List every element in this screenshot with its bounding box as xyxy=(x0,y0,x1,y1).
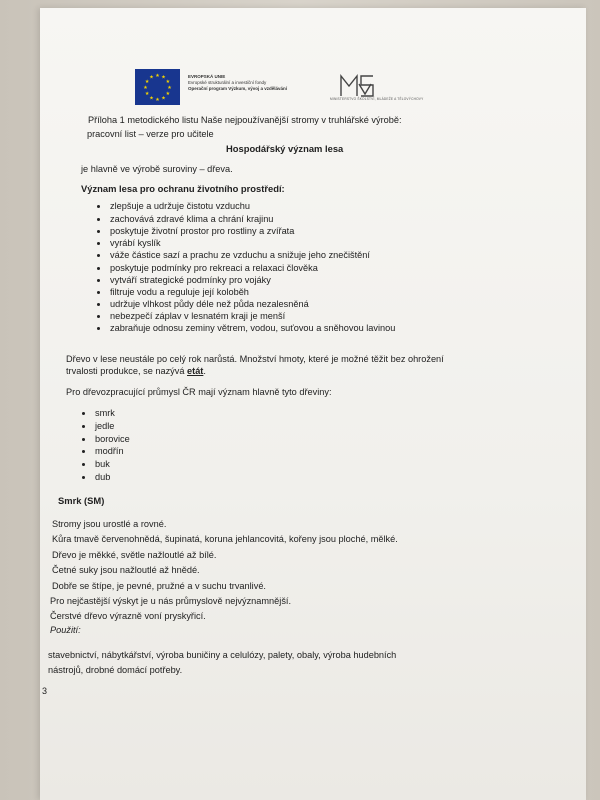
bullet-icon xyxy=(97,254,100,257)
smrk-heading: Smrk (SM) xyxy=(58,495,105,506)
bullet-icon xyxy=(82,425,85,428)
list-item: zabraňuje odnosu zeminy větrem, vodou, suťovou a sněhovou lavinou xyxy=(97,323,395,333)
svg-text:★: ★ xyxy=(149,74,154,81)
list-item: poskytuje podmínky pro rekreaci a relaxaci člověka xyxy=(97,263,318,273)
bullet-icon xyxy=(82,438,85,441)
smrk-line: Dřevo je měkké, světle nažloutlé až bílé. xyxy=(52,550,217,560)
svg-text:★: ★ xyxy=(155,73,160,79)
bullet-icon xyxy=(97,315,100,318)
bullet-icon xyxy=(97,291,100,294)
usage-line-1: stavebnictví, nábytkářství, výroba buničiny a celulózy, palety, obaly, výroba hudebních xyxy=(48,650,397,660)
bullet-icon xyxy=(97,267,100,270)
svg-text:★: ★ xyxy=(155,97,160,103)
etat-term: etát xyxy=(187,366,204,376)
usage-label: Použití: xyxy=(50,625,81,635)
svg-text:★: ★ xyxy=(144,91,150,97)
page-title: Hospodářský význam lesa xyxy=(226,143,344,154)
smrk-line: Četné suky jsou nažloutlé až hnědé. xyxy=(52,565,200,575)
smrk-line: Dobře se štípe, je pevné, pružné a v suchu trvanlivé. xyxy=(52,581,266,591)
intro-text: je hlavně ve výrobě suroviny – dřeva. xyxy=(81,164,233,174)
worksheet-page xyxy=(40,8,586,800)
list-item: zlepšuje a udržuje čistotu vzduchu xyxy=(97,201,250,211)
tree-item: modřín xyxy=(82,446,124,456)
svg-text:★: ★ xyxy=(165,79,171,85)
svg-text:★: ★ xyxy=(144,79,150,85)
bullet-icon xyxy=(82,463,85,466)
industry-intro: Pro dřevozpracující průmysl ČR mají význam hlavně tyto dřeviny: xyxy=(66,387,332,397)
list-item: vytváří strategické podmínky pro vojáky xyxy=(97,275,271,285)
header-line-1: Příloha 1 metodického listu Naše nejpoužívanější stromy v truhlářské výrobě: xyxy=(88,115,402,125)
bullet-icon xyxy=(82,476,85,479)
list-item: zachovává zdravé klima a chrání krajinu xyxy=(97,214,273,224)
list-item: váže částice sazí a prachu ze vzduchu a snižuje jeho znečištění xyxy=(97,250,370,260)
tree-item: dub xyxy=(82,472,110,482)
tree-item: borovice xyxy=(82,434,130,444)
eu-program: Operační program Výzkum, vývoj a vzdělávání xyxy=(188,86,288,91)
eu-flag-icon xyxy=(135,69,180,105)
svg-text:★: ★ xyxy=(161,74,166,81)
usage-line-2: nástrojů, drobné domácí potřeby. xyxy=(48,665,183,675)
bullet-icon xyxy=(97,230,100,233)
eu-fund: Evropské strukturální a investiční fondy xyxy=(188,80,267,85)
bullet-icon xyxy=(97,303,100,306)
page-number: 3 xyxy=(42,686,48,696)
bullet-icon xyxy=(97,327,100,330)
svg-text:★: ★ xyxy=(143,85,148,91)
growth-line-1: Dřevo v lese neustále po celý rok narůstá. Množství hmoty, které je možné těžit bez ohrožení xyxy=(66,354,444,364)
svg-text:★: ★ xyxy=(167,85,172,91)
svg-text:★: ★ xyxy=(149,95,154,102)
bullet-icon xyxy=(97,205,100,208)
smrk-line: Čerstvé dřevo výrazně voní pryskyřicí. xyxy=(50,611,206,621)
eu-logo-text xyxy=(188,74,287,92)
bullet-icon xyxy=(97,218,100,221)
smrk-line: Stromy jsou urostlé a rovné. xyxy=(52,519,167,529)
eu-title: EVROPSKÁ UNIE xyxy=(188,74,226,79)
protection-heading: Význam lesa pro ochranu životního prostředí: xyxy=(81,183,285,194)
list-item: vyrábí kyslík xyxy=(97,238,161,248)
header-line-2: pracovní list – verze pro učitele xyxy=(87,129,214,139)
smrk-line: Kůra tmavě červenohnědá, šupinatá, koruna jehlancovitá, kořeny jsou ploché, mělké. xyxy=(52,534,398,544)
bullet-icon xyxy=(97,279,100,282)
bullet-icon xyxy=(97,242,100,245)
tree-item: buk xyxy=(82,459,110,469)
list-item: nebezpečí záplav v lesnatém kraji je menší xyxy=(97,311,285,321)
growth-line-2: trvalosti produkce, se nazývá etát. xyxy=(66,366,206,376)
svg-text:★: ★ xyxy=(165,91,171,97)
tree-item: jedle xyxy=(82,421,114,431)
svg-text:★: ★ xyxy=(161,95,166,102)
msmt-logo xyxy=(335,70,385,100)
list-item: poskytuje životní prostor pro rostliny a zvířata xyxy=(97,226,294,236)
tree-item: smrk xyxy=(82,408,115,418)
bullet-icon xyxy=(82,412,85,415)
smrk-line: Pro nejčastější výskyt je u nás průmyslově nejvýznamnější. xyxy=(50,596,292,606)
list-item: filtruje vodu a reguluje její koloběh xyxy=(97,287,249,297)
msmt-subtitle: MINISTERSTVO ŠKOLSTVÍ, MLÁDEŽE A TĚLOVÝCHOVY xyxy=(330,97,424,101)
list-item: udržuje vlhkost půdy déle než půda nezalesněná xyxy=(97,299,309,309)
bullet-icon xyxy=(82,450,85,453)
